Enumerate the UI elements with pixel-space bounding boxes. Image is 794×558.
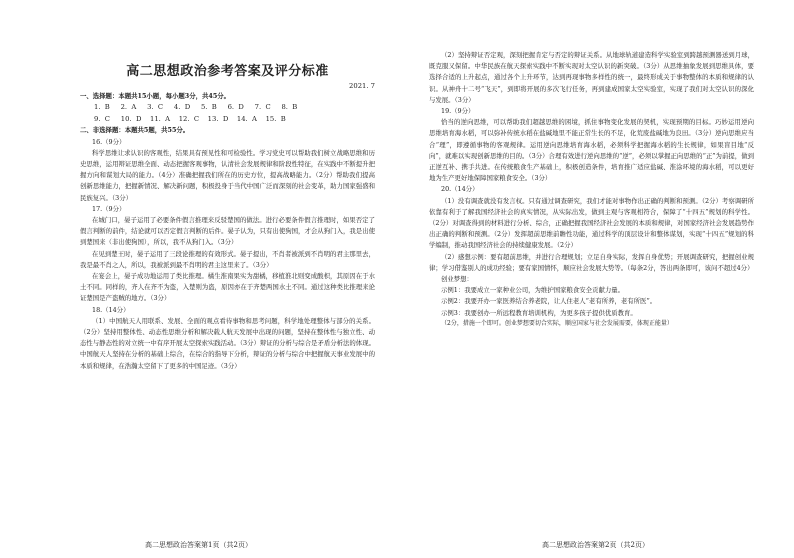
dream-heading: 创业梦想： [441,275,473,284]
document-date: 2021. 7 [349,82,375,90]
q16-heading: 16.（9分） [92,137,126,146]
example-1: 示例1：我要成立一家种业公司，为维护国家粮食安全贡献力量。 [441,286,625,295]
q20-answer-1: （1）没有调查就没有发言权。只有通过调查研究，我们才能对事物作出正确的判断和预测。（2分）考察调研所依靠有利于了解我国经济社会的真实情况，从实际出发，做到主观与客观相符合，保障了“十四五”规划的科学性。（2分）对调查得到的材料进行分析、综合，正确把握我国经济社会发展的本质和规律，对国家经济社会发展趋势作出正确的判断和预测。（2分）发挥超前思维前瞻性功能，通过科学的顶层设计和整体谋划，实现“十四五”规划的科学编制，推动我国经济社会的持续健康发展。（2分） [429,196,754,250]
q18-answer-2: （2）坚持辩证否定观，深刻把握肯定与否定的辩证关系。从地球轨道建造科学实验室到跨越预测器送到月球，既克服又保留。中华民族在航天探索实践中不断实现对太空认识的新突破。（3分）从思维抽象发展到思维具体，要选择合适的上升起点，通过各个上升环节，达到再现事物多样性的统一，最终形成关于事物整体的本质和规律的认识。从神舟十二号“飞天”，到即将开展的多次飞行任务，再到建成国家太空实验室，实现了我们对太空认识的深化与发展。（3分） [429,51,754,104]
example-2: 示例2：我要开办一家医养结合养老院，让人住老人“老有所养，老有所医”。 [441,297,657,306]
example-3: 示例3：我要创办一所远程教育培训机构，为更多孩子提供优质教育。 [441,308,637,317]
q18-heading: 18.（14分） [92,305,130,314]
section-essay-heading: 二、非选择题：本题共5题，共55分。 [80,126,190,135]
q17-answer-1: 在城门口，晏子运用了必要条件假言推理来反驳楚国的做法。进行必要条件假言推理时，如果否定了假言判断的前件，结论就可以否定假言判断的后件。晏子认为，只有出使狗国，才会从狗门入，我是出使到楚国来（非出使狗国），所以，我不从狗门入。（3分） [80,216,375,247]
q17-heading: 17.（9分） [92,204,126,213]
document-title: 高二思想政治参考答案及评分标准 [126,64,329,79]
answer-row-2: 9. C 10. D 11. A 12. C 13. D 14. A 15. B [94,114,286,123]
q17-answer-2: 在见到楚王时，晏子运用了三段论推理的有效形式。晏子提出，不肖者被派到不肖明的君主那里去，我是最不肖之人，所以，我被派到最不肖明的君主这里来了。（3分） [80,249,375,269]
section-choice-heading: 一、选择题：本题共15小题，每小题3分，共45分。 [80,92,231,100]
q18-answer-1: （1）中国航天人用联系、发展、全面的观点看待事物和思考问题，科学地处理整体与部分的关系。（2分）坚持用整体性、动态性思维分析和解决载人航天发展中出现的问题，坚持在整体性与独立性、动态性与静态性的对立统一中有序开展太空探索实践活动。（3分）辩证的分析与综合是矛盾分析法的体现。中国航天人坚持在分析的基础上综合，在综合的指导下分析，辩证的分析与综合中把握航天事业发展中的本质和规律，在浩瀚太空留下了更多的中国足迹。（3分） [80,316,375,370]
q19-heading: 19.（9分） [441,107,475,116]
page-footer-right: 高二思想政治答案第2页（共2页） [542,541,649,549]
page-right [397,0,794,558]
q20-heading: 20.（14分） [441,185,479,194]
q16-answer: 科学思维让求认识的客观性，结果具有预见性和可检验性。学习党史可以帮助我们树立战略思维和历史思维，运用辩证思维全面、动态把握客观事物，认清社会发展规律和阶段性特征，在实践中不断提升把握方向和谋划大局的能力。（4分）准确把握我们所在的历史方位，提高战略能力。（2分）帮助我们提高创新思维能力，把握新情况、解决新问题，积极投身于当代中国广泛而深刻的社会变革，助力国家强盛和民族复兴。（3分） [80,148,375,202]
scoring-note: （2分，措施一个即可。创业梦想要切合实际，顺应国家与社会发展需要，体现正能量） [441,319,673,327]
q20-answer-2: （2）感想示例：要有超前思维，并进行合理规划；立足自身实际，发挥自身优势；开展调查研究，把握创业规律；学习借鉴别人的成功经验；要有家国情怀，顺应社会发展大势等。（每条2分，答出两条即可，该问不超过4分） [429,252,754,272]
answer-row-1: 1. B 2. A 3. C 4. D 5. B 6. D 7. C 8. B [94,103,298,112]
q19-answer: 恰当的逆向思维，可以帮助我们超越思维的困境，抓住事物变化发展的契机，实现预期的目标。巧妙运用逆向思维培育海水稻，可以弥补传统水稻在盐碱地里不能正常生长的不足，化荒废盐碱地为良田。（3分）逆向思维应当合“理”，即遵循事物的客观规律。运用逆向思维培育海水稻，必须科学把握海水稻的生长规律，如果盲目地“反向”，就难以实现创新思维的目的。（3分）合理有效进行逆向思维的“逆”，必须以掌握正向思维的“正”为前提，做到正逆互补、携手共进。在传统粮食生产基础上，积极创造条件，培育推广适应盐碱、淮涂环境的海水稻，可以更好地为生产更好地保障国家粮食安全。（3分） [429,118,754,183]
q17-answer-3: 在宴会上，晏子成功地运用了类比推理。橘生淮南果实为甜橘，移植淮北则变成酸枳，其原因在于水土不同。同样的，齐人在齐不为盗，入楚则为盗，原因亦在于齐楚两国水土不同。通过这种类比推理来论证楚国是产盗贼的地方。（3分） [80,272,375,303]
page-footer-left: 高二思想政治答案第1页（共2页） [145,541,252,549]
